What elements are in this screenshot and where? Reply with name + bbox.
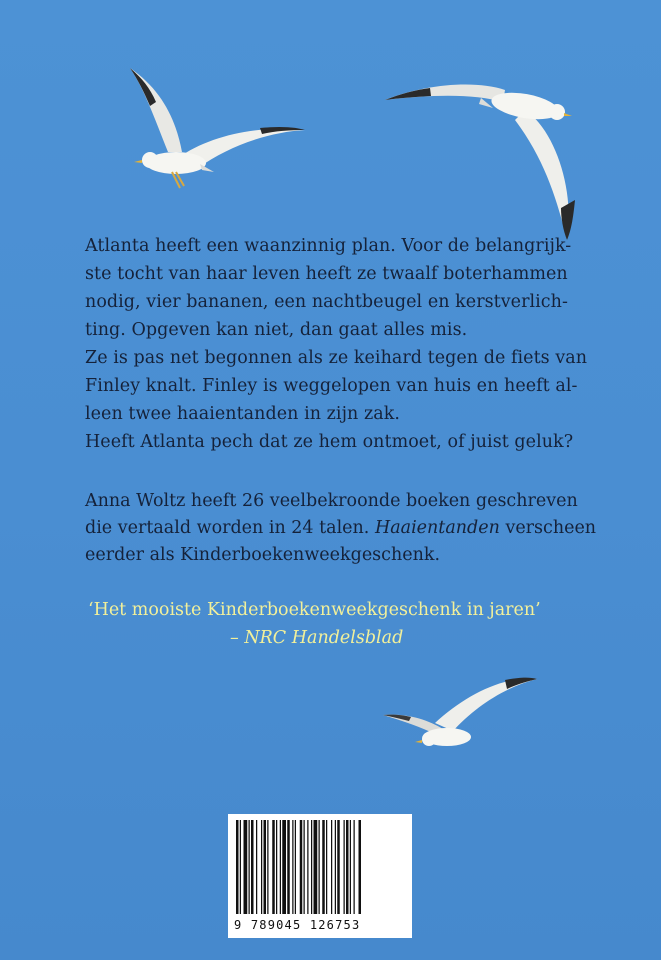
barcode-bar — [282, 820, 286, 914]
seagull-illustration-top-right — [375, 70, 595, 245]
barcode-bar — [251, 820, 254, 914]
barcode-bar — [322, 820, 325, 914]
barcode-bar — [359, 820, 362, 914]
seagull-illustration-top-left — [110, 60, 310, 205]
barcode-bar — [287, 820, 290, 914]
quote-source: – NRC Handelsblad — [230, 628, 404, 648]
blurb-line: ste tocht van haar leven heeft ze twaalf boterhammen — [85, 264, 568, 284]
barcode-bar — [249, 820, 250, 914]
bio-line: eerder als Kinderboekenweekgeschenk. — [85, 545, 441, 565]
review-quote — [88, 596, 568, 652]
barcode-bar — [300, 820, 303, 914]
barcode-bar — [331, 820, 332, 914]
barcode-bar — [244, 820, 248, 914]
barcode-bar — [272, 820, 275, 914]
barcode-bar — [326, 820, 327, 914]
blurb-line: ting. Opgeven kan niet, dan gaat alles mis. — [85, 320, 468, 340]
barcode-bar — [240, 820, 241, 914]
seagull-illustration-bottom — [375, 665, 545, 760]
barcode-bar — [311, 820, 312, 914]
bio-line: Anna Woltz heeft 26 veelbekroonde boeken geschreven — [85, 491, 578, 511]
barcode-bar — [256, 820, 257, 914]
blurb-line: leen twee haaientanden in zijn zak. — [85, 404, 400, 424]
bio-line-text: verscheen — [499, 518, 597, 538]
book-title: Haaientanden — [374, 518, 500, 538]
barcode-bar — [295, 820, 296, 914]
blurb-line: Ze is pas net begonnen als ze keihard tegen de fiets van — [85, 348, 588, 368]
barcode-bar — [346, 820, 349, 914]
barcode-bar — [304, 820, 305, 914]
barcode-bar — [314, 820, 318, 914]
author-bio — [85, 488, 597, 569]
barcode-bars — [234, 820, 406, 916]
bio-line-text: die vertaald worden in 24 talen. — [85, 518, 370, 538]
barcode-bar — [319, 820, 320, 914]
isbn-number: 9 789045 126753 — [234, 918, 361, 932]
barcode-bar — [280, 820, 281, 914]
barcode-bar — [335, 820, 336, 914]
barcode-bar — [292, 820, 293, 914]
blurb-line: Finley knalt. Finley is weggelopen van huis en heeft al- — [85, 376, 578, 396]
quote-text: ‘Het mooiste Kinderboekenweekgeschenk in jaren’ — [88, 600, 541, 620]
barcode-bar — [261, 820, 262, 914]
bio-line — [85, 515, 597, 542]
barcode-bar — [350, 820, 351, 914]
barcode-bar — [264, 820, 267, 914]
book-blurb — [85, 232, 588, 456]
barcode-bar — [276, 820, 277, 914]
blurb-line: Heeft Atlanta pech dat ze hem ontmoet, of juist geluk? — [85, 432, 574, 452]
barcode-bar — [236, 820, 239, 914]
barcode-bar — [337, 820, 340, 914]
blurb-line: nodig, vier bananen, een nachtbeugel en kerstverlich- — [85, 292, 568, 312]
barcode-bar — [344, 820, 345, 914]
blurb-line: Atlanta heeft een waanzinnig plan. Voor de belangrijk- — [85, 236, 572, 256]
barcode-bar — [307, 820, 308, 914]
isbn-barcode — [228, 814, 412, 938]
barcode-bar — [354, 820, 355, 914]
barcode-bar — [267, 820, 268, 914]
